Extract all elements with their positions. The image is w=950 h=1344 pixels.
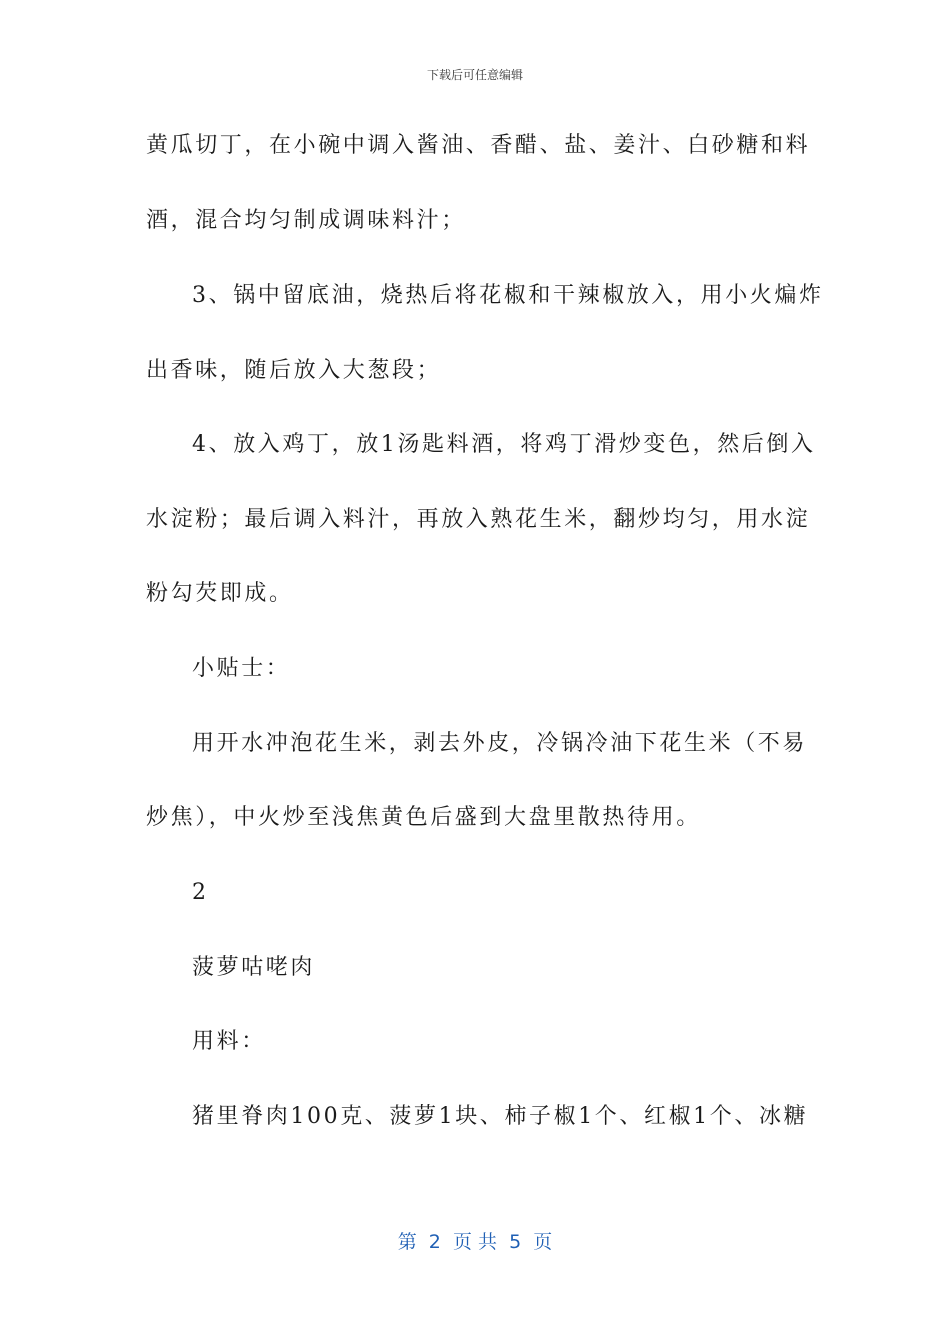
recipe-title: 菠萝咕咾肉: [192, 955, 316, 980]
paragraph-line: 出香味，随后放入大葱段；: [146, 358, 442, 383]
paragraph-line: 4、放入鸡丁，放1汤匙料酒，将鸡丁滑炒变色，然后倒入: [192, 432, 816, 457]
header-note: 下载后可任意编辑: [426, 68, 523, 82]
section-number: 2: [192, 880, 209, 905]
tips-heading: 小贴士：: [192, 656, 291, 681]
page-number: 第 2 页 共 5 页: [397, 1231, 553, 1253]
paragraph-line: 炒焦），中火炒至浅焦黄色后盛到大盘里散热待用。: [146, 805, 701, 830]
paragraph-line: 用开水冲泡花生米，剥去外皮，冷锅冷油下花生米（不易: [192, 731, 808, 756]
paragraph-line: 酒，混合均匀制成调味料汁；: [146, 208, 466, 233]
paragraph-line: 水淀粉；最后调入料汁，再放入熟花生米，翻炒均匀，用水淀: [146, 507, 811, 532]
paragraph-line: 粉勾芡即成。: [146, 581, 294, 606]
paragraph-line: 3、锅中留底油，烧热后将花椒和干辣椒放入，用小火煸炸: [192, 283, 824, 308]
paragraph-line: 猪里脊肉100克、菠萝1块、柿子椒1个、红椒1个、冰糖: [192, 1104, 809, 1129]
ingredients-heading: 用料：: [192, 1029, 266, 1054]
paragraph-line: 黄瓜切丁，在小碗中调入酱油、香醋、盐、姜汁、白砂糖和料: [146, 133, 811, 158]
